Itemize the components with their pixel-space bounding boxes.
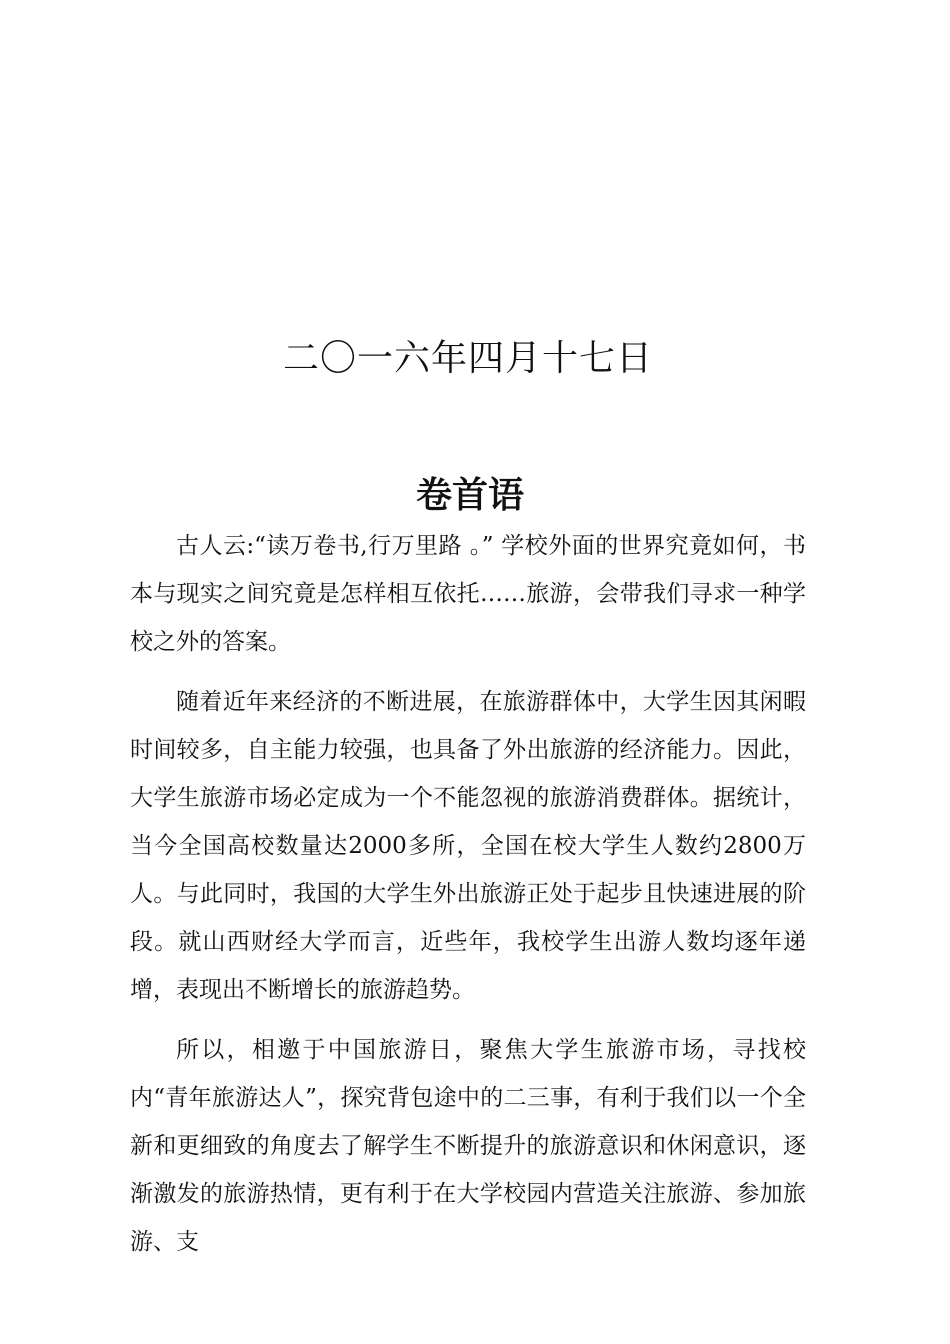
paragraph-1: 古人云:“读万卷书,行万里路 。” 学校外面的世界究竟如何，书本与现实之间究竟是怎样相互依托……旅游，会带我们寻求一种学校之外的答案。 (130, 533, 806, 655)
paragraph-3: 所以，相邀于中国旅游日，聚焦大学生旅游市场，寻找校内“青年旅游达人”，探究背包途中的二三事，有利于我们以一个全新和更细致的角度去了解学生不断提升的旅游意识和休闲意识，逐渐激发的旅游热情，更有利于在大学校园内营造关注旅游、参加旅游、支 (130, 1037, 806, 1255)
paragraph-2: 随着近年来经济的不断进展，在旅游群体中，大学生因其闲暇时间较多，自主能力较强，也具备了外出旅游的经济能力。因此，大学生旅游市场必定成为一个不能忽视的旅游消费群体。据统计，当今全国高校数量达2000多所，全国在校大学生人数约2800万人。与此同时，我国的大学生外出旅游正处于起步且快速进展的阶段。就山西财经大学而言，近些年，我校学生出游人数均逐年递增，表现出不断增长的旅游趋势。 (130, 689, 806, 1003)
document-date: 二〇一六年四月十七日 (282, 338, 653, 379)
section-heading: 卷首语 (415, 474, 524, 516)
body-text (130, 522, 806, 1278)
